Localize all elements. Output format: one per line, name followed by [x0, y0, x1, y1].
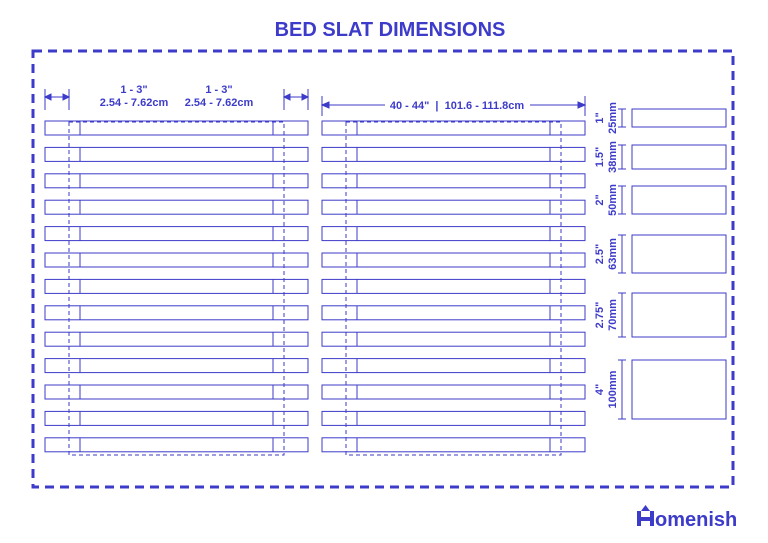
left-frame-slat [45, 227, 308, 241]
right-frame-slat [322, 147, 585, 161]
right-frame-slat [322, 385, 585, 399]
right-frame-slat [322, 121, 585, 135]
brand-name: omenish [655, 509, 738, 531]
left-frame-slat [45, 253, 308, 267]
slat-width-mm: 25mm [607, 102, 619, 134]
slat-width-mm: 70mm [607, 299, 619, 331]
right-frame-slat [322, 438, 585, 452]
left-frame-slat [45, 438, 308, 452]
slat-width-inches: 2" [594, 194, 606, 206]
left-bed-frame [45, 121, 308, 455]
left-frame-slat [45, 359, 308, 373]
slat-width-mm: 63mm [607, 238, 619, 270]
length-dimension-label: 40 - 44" | 101.6 - 111.8cm [389, 100, 525, 112]
left-frame-slat [45, 279, 308, 293]
right-frame-slat [322, 253, 585, 267]
slat-width-inches: 2.75" [594, 301, 606, 329]
left-gap-cm: 2.54 - 7.62cm [99, 97, 169, 109]
slat-sample-3 [632, 186, 726, 214]
slat-width-mm: 38mm [607, 141, 619, 173]
slat-sample-1 [632, 109, 726, 127]
left-frame-slat [45, 200, 308, 214]
right-frame-slat [322, 332, 585, 346]
left-gap-inches: 1 - 3" [120, 84, 148, 96]
right-frame-slat [322, 411, 585, 425]
left-gap-dimension-lines [45, 89, 308, 110]
slat-sample-4 [632, 235, 726, 273]
house-icon [637, 505, 654, 526]
left-frame-slat [45, 147, 308, 161]
left-frame-slats [45, 121, 308, 452]
slat-width-inches: 4" [594, 383, 606, 396]
slat-sample-5 [632, 293, 726, 337]
left-frame-slat [45, 385, 308, 399]
slat-width-inches: 1.5" [594, 146, 606, 168]
right-bed-frame [322, 121, 585, 455]
right-gap-inches: 1 - 3" [205, 84, 233, 96]
left-frame-slat [45, 306, 308, 320]
left-frame-slat [45, 121, 308, 135]
slat-width-inches: 2.5" [594, 243, 606, 265]
slat-sample-2 [632, 145, 726, 169]
right-frame-slat [322, 279, 585, 293]
right-frame-slat [322, 359, 585, 373]
slat-width-inches: 1" [594, 112, 606, 124]
slat-sample-6 [632, 360, 726, 419]
left-frame-slat [45, 174, 308, 188]
left-frame-slat [45, 411, 308, 425]
left-frame-slat [45, 332, 308, 346]
right-frame-slat [322, 200, 585, 214]
right-frame-slat [322, 306, 585, 320]
page-title: BED SLAT DIMENSIONS [274, 19, 506, 41]
right-frame-slats [322, 121, 585, 452]
slat-width-samples [594, 102, 726, 419]
right-frame-slat [322, 227, 585, 241]
slat-width-mm: 100mm [607, 370, 619, 409]
right-gap-cm: 2.54 - 7.62cm [184, 97, 254, 109]
slat-width-mm: 50mm [607, 184, 619, 216]
right-frame-slat [322, 174, 585, 188]
homenish-logo [637, 505, 737, 531]
